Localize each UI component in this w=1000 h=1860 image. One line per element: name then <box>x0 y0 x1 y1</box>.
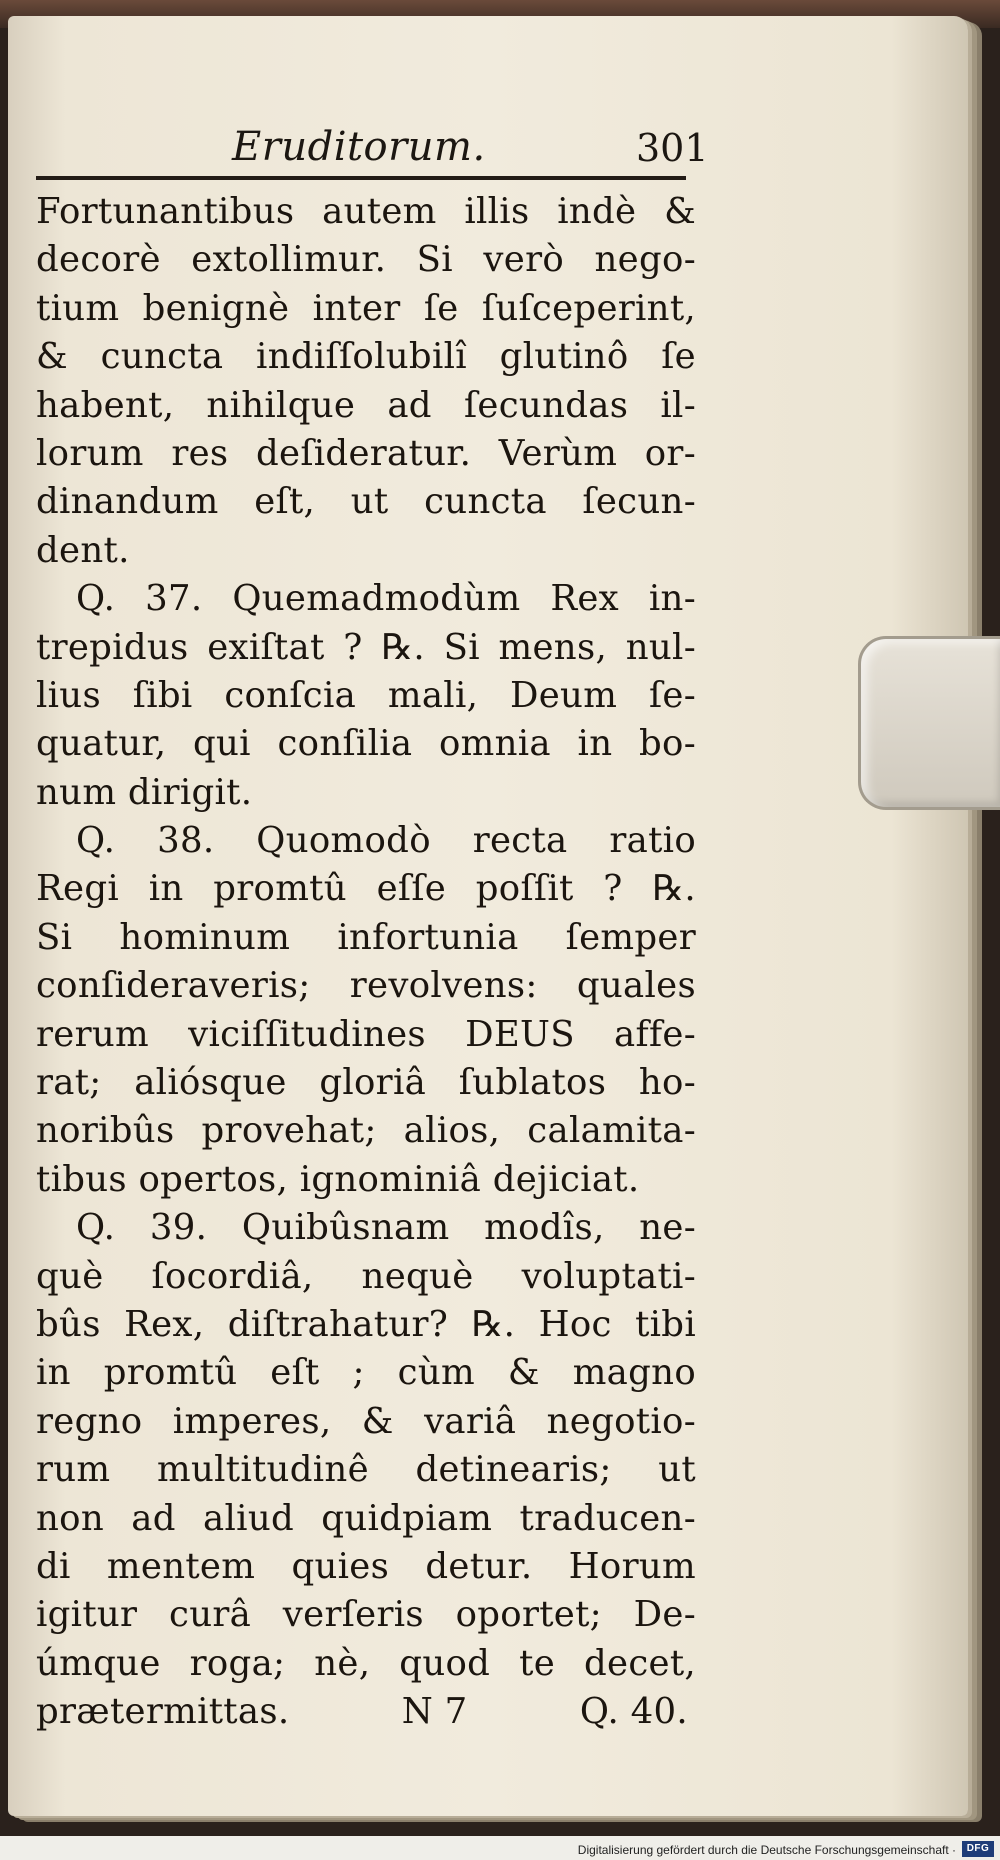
text-line: decorè extollimur. Si verò nego- <box>36 239 696 281</box>
header-rule <box>36 176 686 180</box>
text-line: & cuncta indiſſolubilî glutinô ſe <box>36 336 696 378</box>
text-line: Fortunantibus autem illis indè & <box>36 191 696 232</box>
text-line: trepidus exiſtat ? ℞. Si mens, nul- <box>36 626 696 668</box>
text-line: dinandum eſt, ut cuncta ſecun- <box>36 481 696 523</box>
text-line: tibus opertos, ignominiâ dejiciat. <box>36 1158 640 1200</box>
page-clip <box>858 636 1000 810</box>
text-line: lius ſibi conſcia mali, Deum ſe- <box>36 674 696 716</box>
text-line: Q. 39. Quibûsnam modîs, ne- <box>76 1207 696 1249</box>
text-line: non ad aliud quidpiam traducen- <box>36 1497 696 1539</box>
text-line: Q. 37. Quemadmodùm Rex in- <box>76 578 696 620</box>
running-head: Eruditorum. <box>232 124 486 170</box>
text-line: Si hominum infortunia ſemper <box>36 916 696 958</box>
signature-mark: N 7 <box>401 1691 468 1733</box>
text-line: rum multitudinê detinearis; ut <box>36 1449 696 1491</box>
page-header <box>36 120 709 180</box>
dfg-logo-icon: DFG <box>962 1841 994 1857</box>
text-line: noribûs provehat; alios, calamita- <box>36 1110 696 1152</box>
digitization-footer <box>0 1836 1000 1860</box>
text-line: tium benignè inter ſe ſuſceperint, <box>36 287 696 329</box>
text-line: úmque roga; nè, quod te decet, <box>36 1642 696 1684</box>
text-line: Regi in promtû eſſe poſſit ? ℞. <box>36 868 696 910</box>
text-line: rat; aliósque gloriâ ſublatos ho- <box>36 1062 696 1104</box>
funding-credit: Digitalisierung gefördert durch die Deutsche Forschungsgemeinschaft · <box>577 1843 956 1857</box>
text-line: in promtû eſt ; cùm & magno <box>36 1352 696 1394</box>
catchword: Q. 40. <box>579 1691 688 1733</box>
text-line: regno imperes, & variâ negotio- <box>36 1400 696 1442</box>
text-line: igitur curâ verſeris oportet; De- <box>36 1594 696 1636</box>
text-line: quatur, qui conſilia omnia in bo- <box>36 723 696 765</box>
text-line: num dirigit. <box>36 771 253 813</box>
body-text <box>36 188 696 1737</box>
text-line: Q. 38. Quomodò recta ratio <box>76 820 696 862</box>
text-line: què ſocordiâ, nequè voluptati- <box>36 1255 696 1297</box>
text-line: habent, nihilque ad ſecundas il- <box>36 384 696 426</box>
text-line: conſideraveris; revolvens: quales <box>36 965 696 1007</box>
text-line: lorum res deſideratur. Verùm or- <box>36 432 696 474</box>
page-number: 301 <box>636 126 709 170</box>
text-line: rerum viciſſitudines DEUS affe- <box>36 1013 696 1055</box>
text-line: di mentem quies detur. Horum <box>36 1545 696 1587</box>
page-foot-line <box>36 1688 696 1736</box>
text-line: dent. <box>36 529 130 571</box>
text-line: bûs Rex, diſtrahatur? ℞. Hoc tibi <box>36 1303 696 1345</box>
final-word: prætermittas. <box>36 1691 290 1733</box>
